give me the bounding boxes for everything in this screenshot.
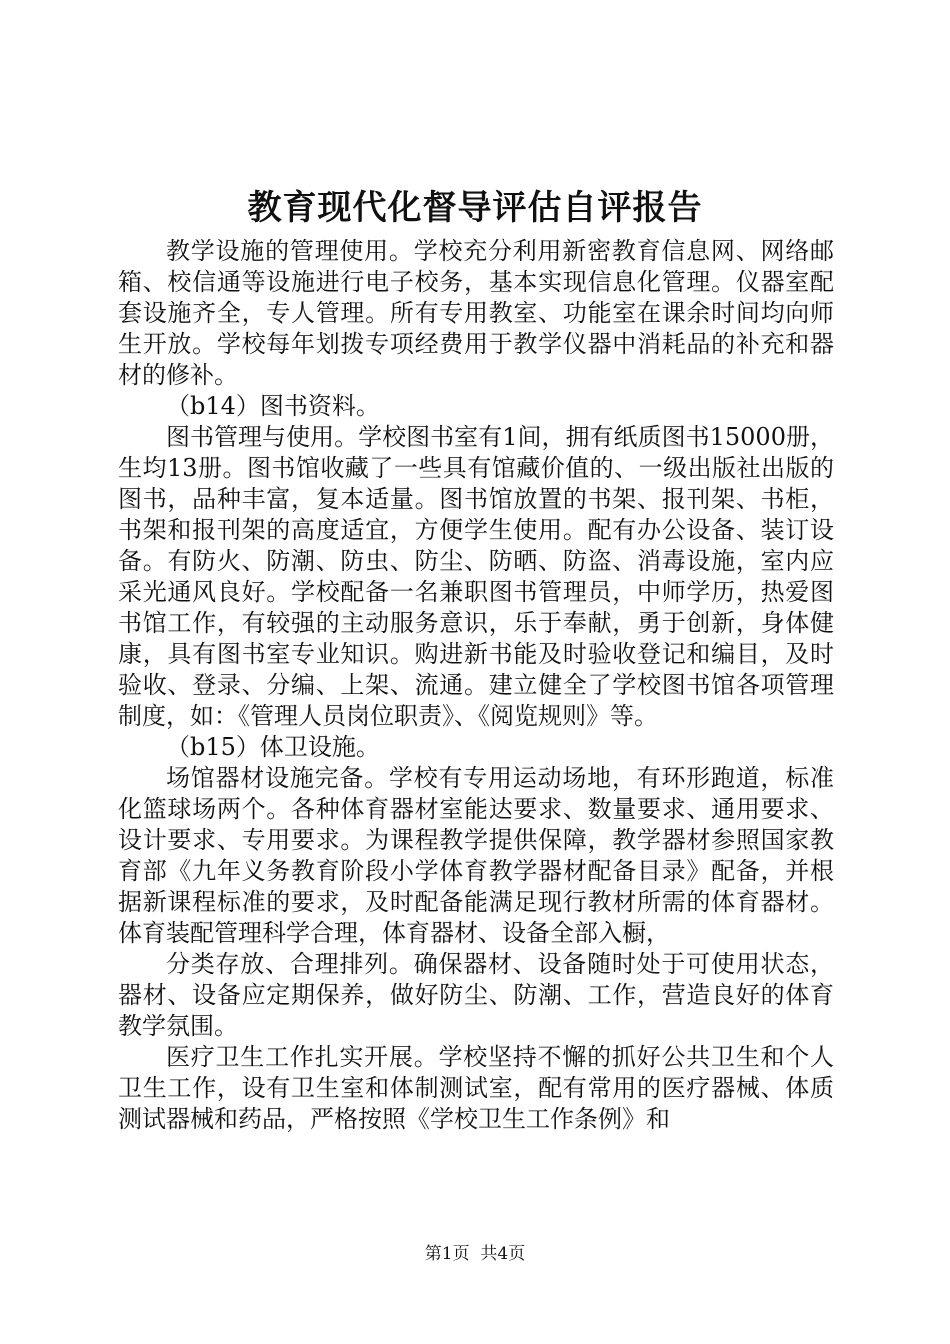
page-number: 第1页 bbox=[424, 1244, 470, 1264]
heading-b14-library: （b14）图书资料。 bbox=[166, 392, 380, 420]
page-total: 共4页 bbox=[480, 1244, 526, 1264]
paragraph-teaching-facilities: 教学设施的管理使用。学校充分利用新密教育信息网、网络邮箱、校信通等设施进行电子校务，基本实现信息化管理。仪器室配套设施齐全，专人管理。所有专用教室、功能室在课余时间均向师生开放。学校每年划拨专项经费用于教学仪器中消耗品的补充和器材的修补。 bbox=[118, 237, 834, 389]
document-title: 教育现代化督导评估自评报告 bbox=[247, 188, 703, 228]
document-body bbox=[118, 236, 834, 1135]
heading-b15-sports-health: （b15）体卫设施。 bbox=[166, 733, 380, 761]
paragraph-equipment-storage: 分类存放、合理排列。确保器材、设备随时处于可使用状态，器材、设备应定期保养，做好防尘、防潮、工作，营造良好的体育教学氛围。 bbox=[118, 950, 834, 1040]
paragraph-medical-health: 医疗卫生工作扎实开展。学校坚持不懈的抓好公共卫生和个人卫生工作，设有卫生室和体制测试室，配有常用的医疗器械、体质测试器械和药品，严格按照《学校卫生工作条例》和 bbox=[118, 1043, 834, 1133]
paragraph-sports-equipment: 场馆器材设施完备。学校有专用运动场地，有环形跑道，标准化篮球场两个。各种体育器材室能达要求、数量要求、通用要求、设计要求、专用要求。为课程教学提供保障，教学器材参照国家教育部《九年义务教育阶段小学体育教学器材配备目录》配备，并根据新课程标准的要求，及时配备能满足现行教材所需的体育器材。体育装配管理科学合理，体育器材、设备全部入橱， bbox=[118, 764, 834, 947]
paragraph-library-management: 图书管理与使用。学校图书室有1间，拥有纸质图书15000册，生均13册。图书馆收藏了一些具有馆藏价值的、一级出版社出版的图书，品种丰富，复本适量。图书馆放置的书架、报刊架、书柜，书架和报刊架的高度适宜，方便学生使用。配有办公设备、装订设备。有防火、防潮、防虫、防尘、防晒、防盗、消毒设施，室内应采光通风良好。学校配备一名兼职图书管理员，中师学历，热爱图书馆工作，有较强的主动服务意识，乐于奉献，勇于创新，身体健康，具有图书室专业知识。购进新书能及时验收登记和编目，及时验收、登录、分编、上架、流通。建立健全了学校图书馆各项管理制度，如：《管理人员岗位职责》、《阅览规则》等。 bbox=[118, 423, 834, 730]
page-footer bbox=[0, 1242, 950, 1266]
